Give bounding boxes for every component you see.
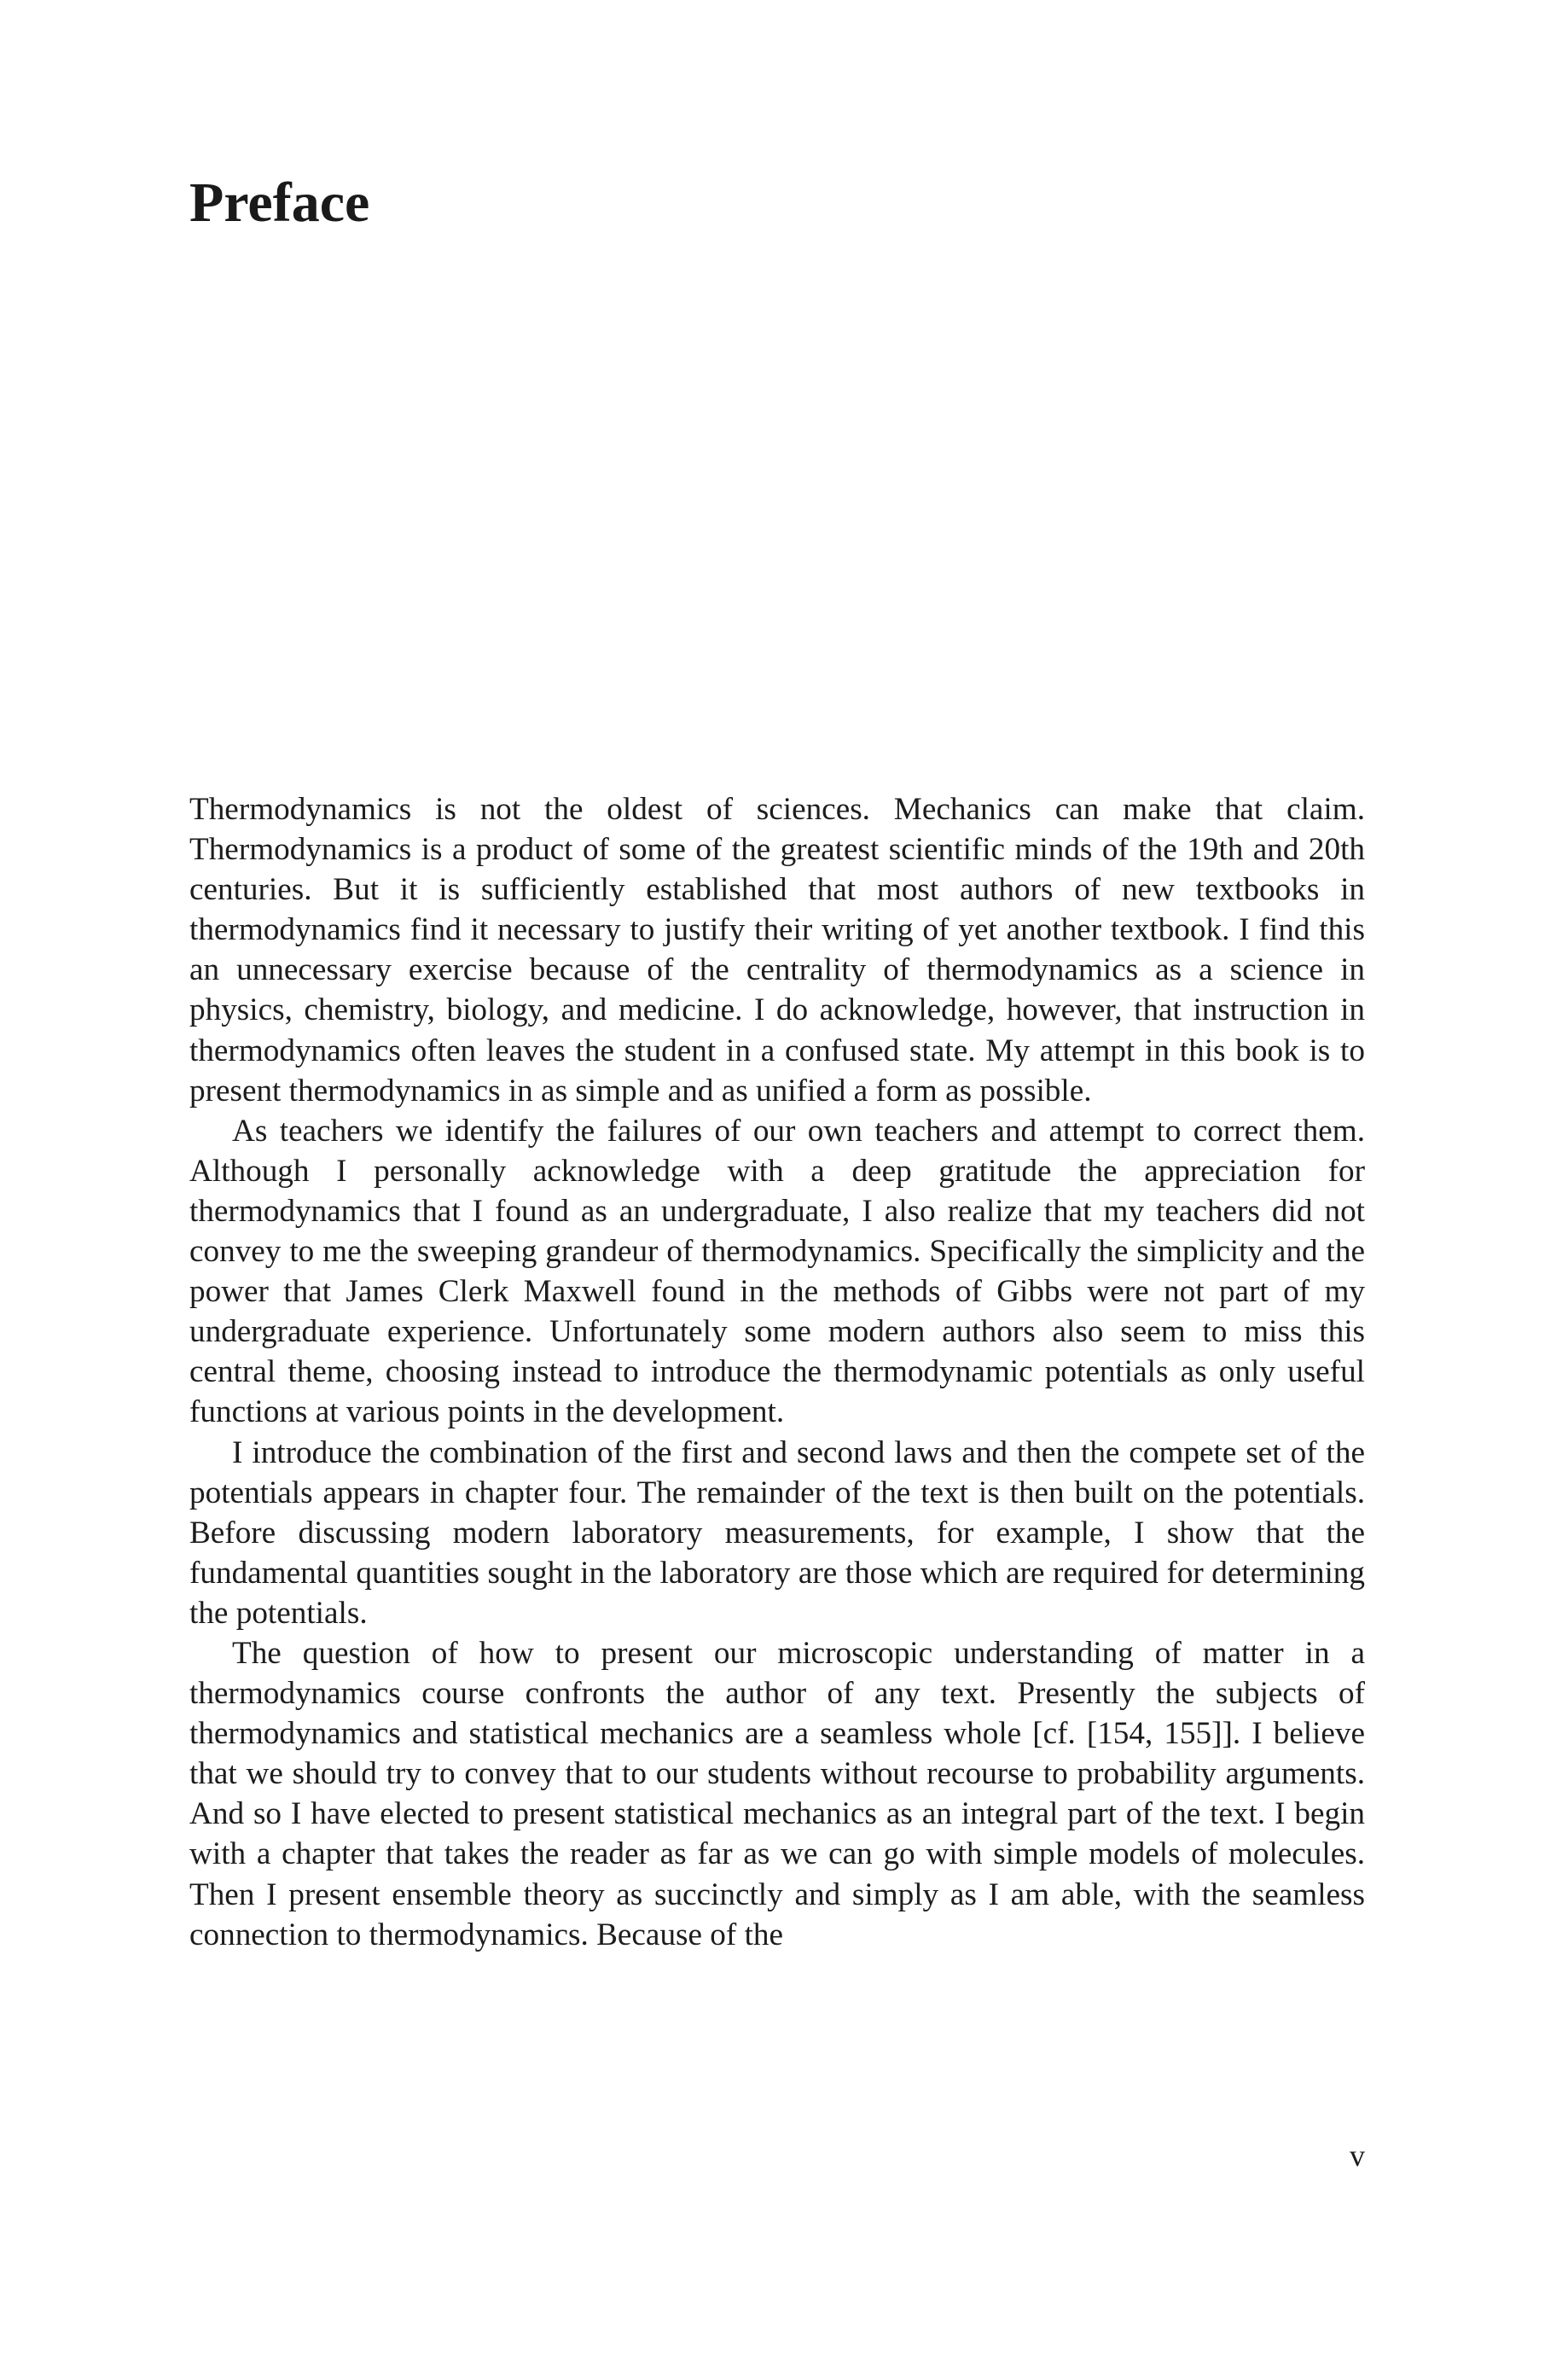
preface-body [189,789,1365,1955]
paragraph: The question of how to present our microscopic understanding of matter in a thermodynamics course confronts the author of any text. Presently the subjects of thermodynamics and statistical mechanics are a seamless whole [cf. [154, 155]]. I believe that we should try to convey that to our students without recourse to probability arguments. And so I have elected to present statistical mechanics as an integral part of the text. I begin with a chapter that takes the reader as far as we can go with simple models of molecules. Then I present ensemble theory as succinctly and simply as I am able, with the seamless connection to thermodynamics. Because of the [189,1635,1365,1952]
page-number: v [1350,2138,1365,2173]
paragraph: I introduce the combination of the first and second laws and then the compete set of the potentials appears in chapter four. The remainder of the text is then built on the potentials. Before discussing modern laboratory measurements, for example, I show that the fundamental quantities sought in the laboratory are those which are required for determining the potentials. [189,1434,1365,1631]
paragraph: As teachers we identify the failures of our own teachers and attempt to correct them. Although I personally acknowledge with a deep gratitude the appreciation for thermodynamics that I found as an undergraduate, I also realize that my teachers did not convey to me the sweeping grandeur of thermodynamics. Specifically the simplicity and the power that James Clerk Maxwell found in the methods of Gibbs were not part of my undergraduate experience. Unfortunately some modern authors also seem to miss this central theme, choosing instead to introduce the thermodynamic potentials as only useful functions at various points in the development. [189,1113,1365,1430]
paragraph: Thermodynamics is not the oldest of sciences. Mechanics can make that claim. Thermodynamics is a product of some of the greatest scientific minds of the 19th and 20th centuries. But it is sufficiently established that most authors of new textbooks in thermodynamics find it necessary to justify their writing of yet another textbook. I find this an unnecessary exercise because of the centrality of thermodynamics as a science in physics, chemistry, biology, and medicine. I do acknowledge, however, that instruction in thermodynamics often leaves the student in a confused state. My attempt in this book is to present thermodynamics in as simple and as unified a form as possible. [189,792,1365,1108]
page-title: Preface [189,172,370,234]
